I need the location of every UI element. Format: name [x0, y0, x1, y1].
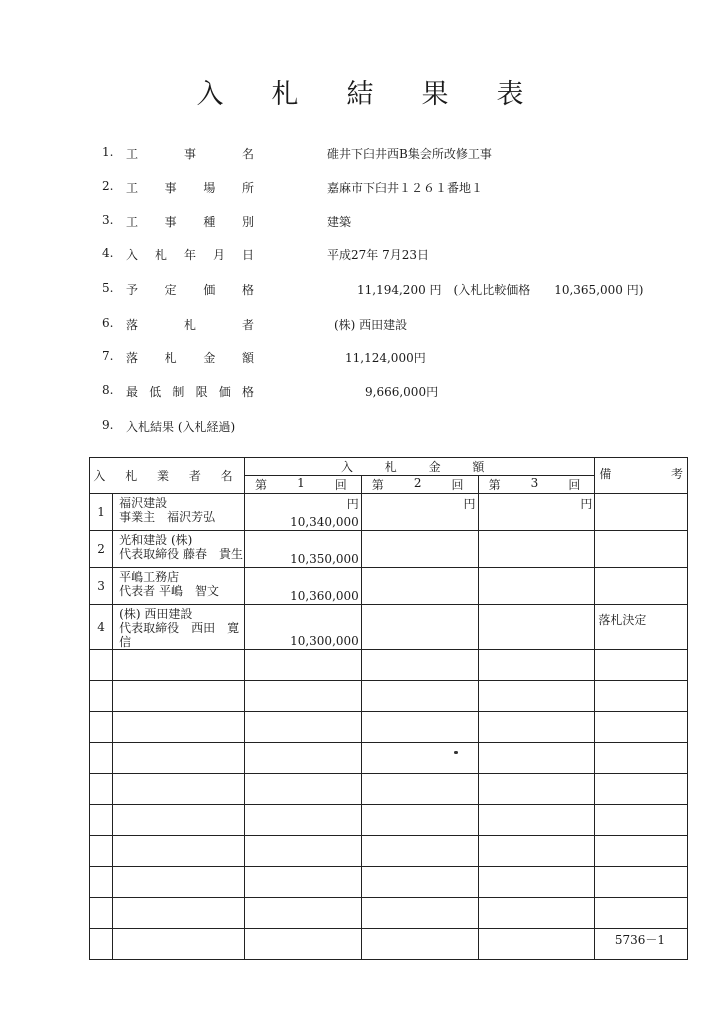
table-row-empty — [90, 898, 688, 929]
item-number: 5. — [102, 281, 114, 295]
item-label: 予 定 価 格 — [126, 283, 254, 297]
title-char: 結 — [346, 79, 374, 110]
item-number: 1. — [102, 145, 114, 159]
page-title — [0, 72, 720, 111]
header-bidder-name: 入 札 業 者 名 — [90, 458, 245, 494]
row-number: 3 — [90, 568, 113, 605]
remarks — [595, 494, 688, 531]
item-value: 11,194,200 円 (入札比較価格 10,365,000 円) — [357, 283, 644, 297]
item-label: 工 事 場 所 — [126, 181, 254, 195]
header-round-1: 第 1 回 — [245, 476, 362, 494]
table-row-empty — [90, 681, 688, 712]
remarks — [595, 531, 688, 568]
title-char: 果 — [421, 79, 449, 110]
document-code: 5736－1 — [614, 933, 665, 947]
item-number: 2. — [102, 179, 114, 193]
table-row — [90, 605, 688, 650]
bidder-name: 光和建設 (株) 代表取締役 藤春 貴生 — [113, 531, 245, 568]
bidder-name: 平嶋工務店 代表者 平嶋 智文 — [113, 568, 245, 605]
item-row — [0, 383, 720, 403]
item-value: (株) 西田建設 — [334, 318, 408, 332]
item-bid-results: 9. 入札結果 (入札経過) — [102, 418, 236, 434]
item-row — [0, 281, 720, 301]
item-value: 碓井下臼井西B集会所改修工事 — [327, 147, 492, 161]
title-char: 入 — [196, 79, 224, 110]
bid-amount: 10,300,000 — [290, 634, 359, 648]
item-value: 9,666,000円 — [365, 385, 439, 399]
item-label: 落 札 金 額 — [126, 351, 254, 365]
table-row-empty — [90, 836, 688, 867]
remarks: 落札決定 — [595, 605, 688, 650]
table-row-empty — [90, 650, 688, 681]
title-char: 札 — [271, 79, 299, 110]
item-value: 嘉麻市下臼井１２６１番地１ — [327, 181, 484, 195]
item-label: 工 事 名 — [126, 147, 254, 161]
bidder-name: (株) 西田建設 代表取締役 西田 寛信 — [113, 605, 245, 650]
item-row — [0, 349, 720, 369]
header-round-2: 第 2 回 — [361, 476, 478, 494]
item-row — [0, 145, 720, 165]
item-label: 最 低 制 限 価 格 — [126, 385, 254, 399]
item-number: 4. — [102, 246, 114, 260]
item-row — [0, 179, 720, 199]
item-number: 7. — [102, 349, 114, 363]
table-row-empty — [90, 712, 688, 743]
row-number: 4 — [90, 605, 113, 650]
header-bid-amount: 入 札 金 額 — [245, 458, 595, 476]
table-row-empty — [90, 805, 688, 836]
scan-speck — [454, 751, 458, 754]
remarks — [595, 568, 688, 605]
bid-amount: 10,350,000 — [290, 552, 359, 566]
table-row — [90, 568, 688, 605]
table-row-empty — [90, 774, 688, 805]
bid-amount: 10,340,000 — [290, 515, 359, 529]
table-row-empty — [90, 867, 688, 898]
bid-results-table — [89, 457, 688, 960]
item-number: 3. — [102, 213, 114, 227]
item-row — [0, 246, 720, 266]
item-number: 8. — [102, 383, 114, 397]
table-row-empty — [90, 743, 688, 774]
table-row: 1 福沢建設 事業主 福沢芳弘 円 10,340,000 円 円 — [90, 494, 688, 531]
item-row — [0, 213, 720, 233]
item-value: 11,124,000円 — [345, 351, 426, 365]
item-label: 入札結果 (入札経過) — [126, 420, 236, 434]
item-row — [0, 316, 720, 336]
header-remarks: 備 考 — [595, 458, 688, 494]
item-value: 平成27年 7月23日 — [327, 248, 429, 262]
table-row — [90, 531, 688, 568]
item-label: 落 札 者 — [126, 318, 254, 332]
row-number: 2 — [90, 531, 113, 568]
item-label: 工 事 種 別 — [126, 215, 254, 229]
row-number: 1 — [90, 494, 113, 531]
item-value: 建築 — [327, 215, 352, 229]
header-round-3: 第 3 回 — [478, 476, 595, 494]
title-char: 表 — [496, 79, 524, 110]
bidder-name: 福沢建設 事業主 福沢芳弘 — [113, 494, 245, 531]
item-number: 6. — [102, 316, 114, 330]
table-row-empty — [90, 929, 688, 960]
bid-amount: 10,360,000 — [290, 589, 359, 603]
item-label: 入 札 年 月 日 — [126, 248, 254, 262]
